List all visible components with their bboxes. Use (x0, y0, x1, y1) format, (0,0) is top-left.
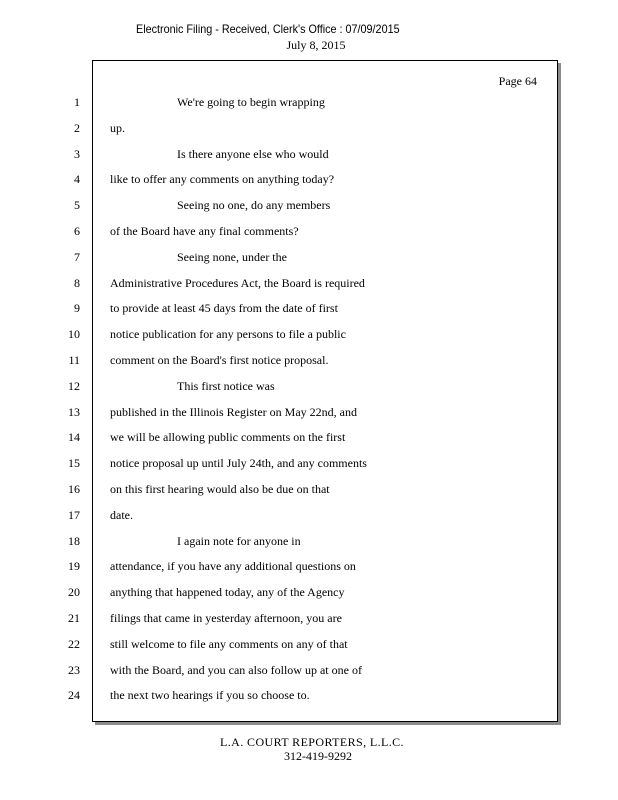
transcript-line: Is there anyone else who would (177, 147, 329, 161)
transcript-line: filings that came in yesterday afternoon, you are (110, 611, 342, 625)
line-number: 15 (68, 456, 80, 470)
transcript-line: the next two hearings if you so choose to. (110, 688, 310, 702)
line-number: 23 (68, 663, 80, 677)
transcript-line: with the Board, and you can also follow up at one of (110, 663, 362, 677)
line-number: 4 (74, 172, 80, 186)
line-number: 10 (68, 327, 80, 341)
transcript-line: notice publication for any persons to file a public (110, 327, 346, 341)
line-number: 13 (68, 405, 80, 419)
line-number: 5 (74, 198, 80, 212)
transcript-line: comment on the Board's first notice proposal. (110, 353, 329, 367)
line-number: 6 (74, 224, 80, 238)
line-number: 14 (68, 430, 80, 444)
filing-stamp: Electronic Filing - Received, Clerk's Office : 07/09/2015 (136, 22, 400, 36)
line-number: 21 (68, 611, 80, 625)
line-number: 9 (74, 301, 80, 315)
footer-phone: 312-419-9292 (284, 749, 352, 763)
transcript-line: I again note for anyone in (177, 534, 301, 548)
transcript-line: This first notice was (177, 379, 275, 393)
line-number: 3 (74, 147, 80, 161)
transcript-line: on this first hearing would also be due on that (110, 482, 330, 496)
line-number: 18 (68, 534, 80, 548)
footer-company: L.A. COURT REPORTERS, L.L.C. (220, 735, 404, 749)
transcript-line: Seeing no one, do any members (177, 198, 331, 212)
transcript-line: date. (110, 508, 133, 522)
transcript-line: attendance, if you have any additional questions on (110, 559, 356, 573)
line-number: 2 (74, 121, 80, 135)
line-number: 1 (74, 95, 80, 109)
page-number: Page 64 (498, 74, 537, 88)
line-number: 22 (68, 637, 80, 651)
transcript-line: anything that happened today, any of the Agency (110, 585, 345, 599)
line-number: 8 (74, 276, 80, 290)
line-number: 11 (68, 353, 80, 367)
transcript-line: published in the Illinois Register on May 22nd, and (110, 405, 357, 419)
line-number: 24 (68, 688, 80, 702)
transcript-line: notice proposal up until July 24th, and any comments (110, 456, 367, 470)
transcript-line: still welcome to file any comments on any of that (110, 637, 348, 651)
transcript-line: like to offer any comments on anything today? (110, 172, 335, 186)
transcript-line: up. (110, 121, 125, 135)
header-date: July 8, 2015 (286, 38, 346, 52)
transcript-line: we will be allowing public comments on the first (110, 430, 346, 444)
transcript-line: to provide at least 45 days from the date of first (110, 301, 338, 315)
line-number: 20 (68, 585, 80, 599)
line-number: 16 (68, 482, 80, 496)
transcript-line: Administrative Procedures Act, the Board is required (110, 276, 365, 290)
line-number: 17 (68, 508, 80, 522)
transcript-line: Seeing none, under the (177, 250, 287, 264)
line-number: 12 (68, 379, 80, 393)
transcript-line: We're going to begin wrapping (177, 95, 325, 109)
transcript-line: of the Board have any final comments? (110, 224, 299, 238)
line-number: 19 (68, 559, 80, 573)
line-number: 7 (74, 250, 80, 264)
